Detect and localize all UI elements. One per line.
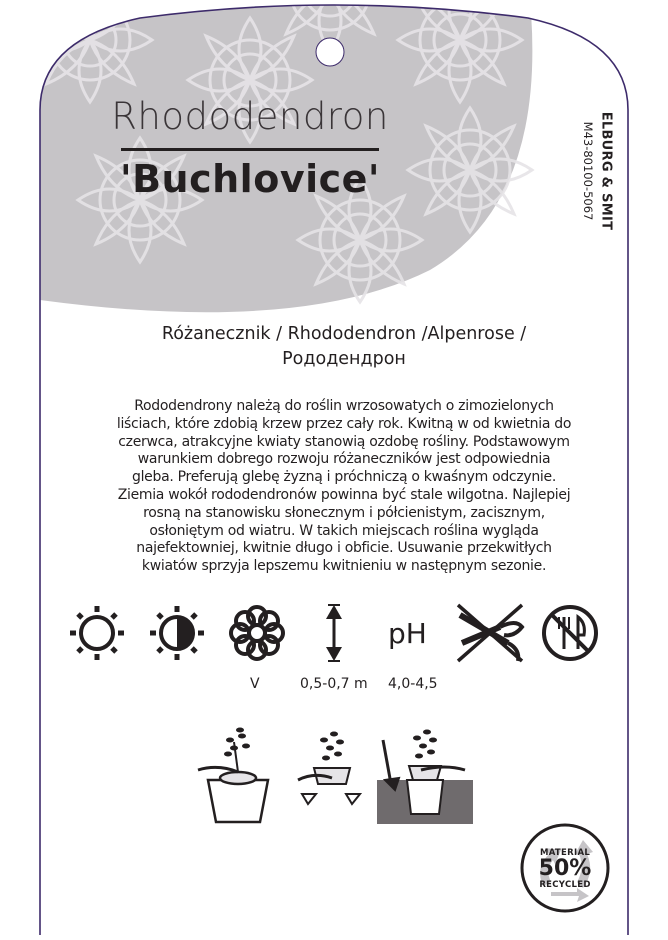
description-line: gleba. Preferują glebę żyzną i próchniczą o kwaśnym odczynie.	[132, 469, 556, 486]
half-shade-icon	[150, 606, 204, 660]
cultivar-name: 'Buchlovice'	[119, 157, 381, 201]
brand-name: ELBURG & SMIT	[598, 111, 614, 231]
ph-icon: pH	[388, 617, 427, 650]
description-line: osłoniętym od wiatru. W takich miejscach roślina wygląda	[149, 522, 539, 539]
no-pruning-icon	[458, 605, 522, 661]
description-line: najefektowniej, kwitnie długo i obficie. Usuwanie przekwitłych	[136, 540, 552, 557]
sun-icon	[70, 606, 124, 660]
description-line: czerwca, atrakcyjne kwiaty stanowią ozdobę rośliny. Podstawowym	[118, 433, 570, 450]
planting-step-3-icon	[377, 730, 473, 825]
recycle-percent: 50%	[538, 856, 592, 881]
description-line: liściach, które zdobią krzew przez cały rok. Kwitną w od kwietnia do	[116, 415, 572, 432]
description-line: warunkiem dobrego rozwoju różaneczników jest odpowiednia	[137, 451, 551, 468]
description-line: Ziemia wokół rododendronów powinna być stale wilgotna. Najlepiej	[117, 486, 571, 503]
common-names	[60, 322, 628, 372]
recycle-top-label: MATERIAL	[539, 848, 591, 858]
plant-height: 0,5-0,7 m	[300, 676, 368, 692]
flowering-month: V	[250, 676, 260, 692]
flower-icon	[231, 607, 283, 659]
description-line: kwiatów sprzyja lepszemu kwitnieniu w następnym sezonie.	[141, 558, 547, 575]
brand-block	[581, 106, 626, 236]
recycle-badge-text	[522, 848, 608, 890]
common-names-line-2: Рододендрон	[282, 349, 406, 369]
planting-step-1-icon	[198, 728, 268, 823]
hang-hole	[316, 38, 344, 66]
not-edible-icon	[544, 607, 596, 659]
plant-title	[60, 95, 440, 201]
planting-step-2-icon	[298, 732, 360, 805]
plant-description	[64, 398, 624, 576]
product-code: M43-80100-5067	[581, 121, 595, 221]
common-names-line-1: Różanecznik / Rhododendron /Alpenrose /	[161, 324, 527, 344]
recycle-bottom-label: RECYCLED	[539, 880, 591, 890]
description-line: rosną na stanowisku słonecznym i półcienistym, zacisznym,	[143, 504, 545, 521]
ph-range: 4,0-4,5	[388, 676, 438, 692]
height-arrow-icon	[326, 605, 342, 661]
description-line: Rododendrony należą do roślin wrzosowatych o zimozielonych	[134, 398, 554, 414]
genus-name: Rhododendron	[111, 95, 389, 138]
title-divider	[121, 148, 379, 151]
